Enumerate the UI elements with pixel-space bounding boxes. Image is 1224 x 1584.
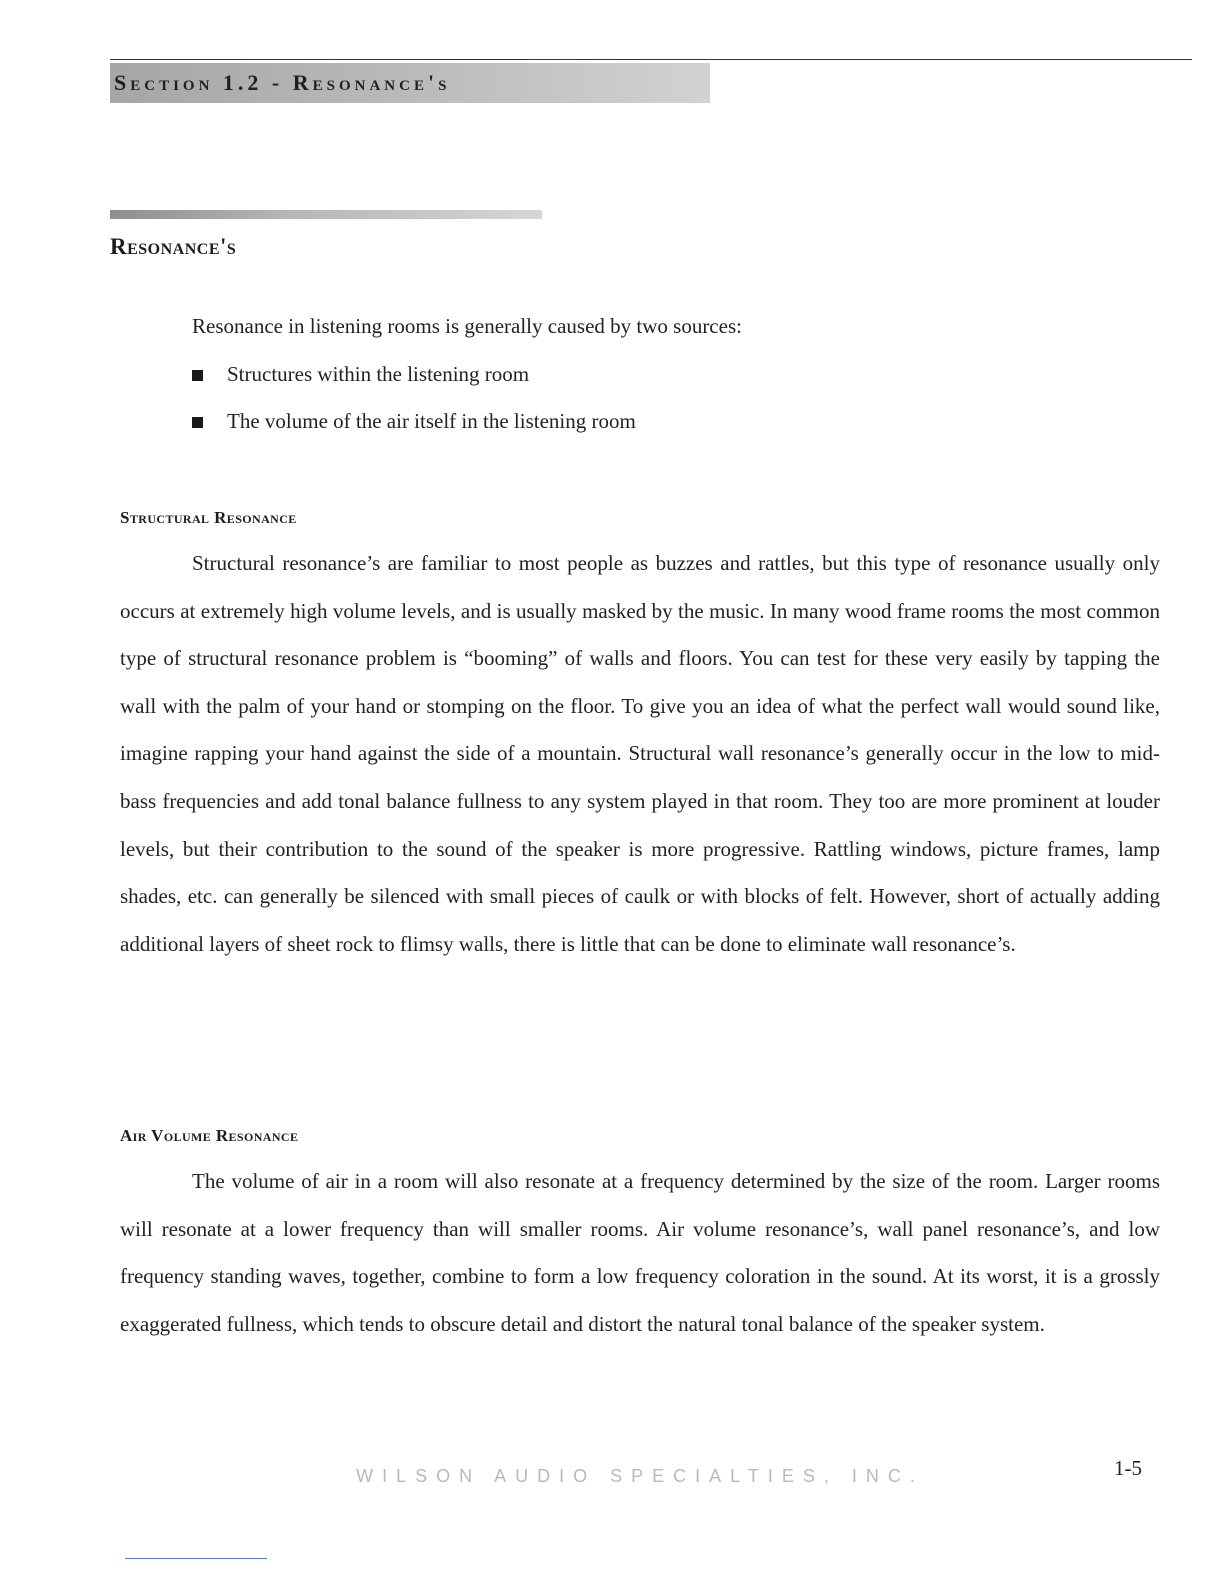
list-item-text: Structures within the listening room [227, 362, 530, 386]
footer-company: WILSON AUDIO SPECIALTIES, INC. [356, 1466, 924, 1486]
structural-heading: Structural Resonance [120, 508, 297, 527]
structural-paragraph: Structural resonance’s are familiar to most people as buzzes and rattles, but this type of resonance usually only occurs at extremely high volume levels, and is usually masked by the music. In many wood frame rooms the most common type of structural resonance problem is “booming” of walls and floors. You can test for these very easily by tapping the wall with the palm of your hand or stomping on the floor. To give you an idea of what the perfect wall would sound like, imagine rapping your hand against the side of a mountain. Structural wall resonance’s generally occur in the low to mid-bass frequencies and add tonal balance fullness to any system played in that room. They too are more prominent at louder levels, but their contribution to the sound of the speaker is more progressive. Rattling windows, picture frames, lamp shades, etc. can generally be silenced with small pieces of caulk or with blocks of felt. However, short of actually adding additional layers of sheet rock to flimsy walls, there is little that can be done to eliminate wall resonance’s. [120, 551, 1160, 956]
air-volume-heading: Air Volume Resonance [120, 1126, 299, 1145]
page-heading: Resonance's [110, 234, 237, 259]
square-bullet-icon [192, 370, 203, 381]
square-bullet-icon [192, 417, 203, 428]
heading-decor-bar [110, 210, 542, 219]
source-list [192, 362, 636, 456]
bottom-rule [125, 1558, 267, 1559]
air-volume-paragraph: The volume of air in a room will also resonate at a frequency determined by the size of the room. Larger rooms will resonate at a lower frequency than will smaller rooms. Air volume resonance’s, wall panel resonance’s, and low frequency standing waves, together, combine to form a low frequency coloration in the sound. At its worst, it is a grossly exaggerated fullness, which tends to obscure detail and distort the natural tonal balance of the speaker system. [120, 1169, 1160, 1336]
list-item-text: The volume of the air itself in the listening room [227, 409, 636, 433]
section-banner [110, 63, 710, 103]
page-number: 1-5 [1114, 1456, 1142, 1480]
intro-text: Resonance in listening rooms is generally caused by two sources: [192, 314, 742, 338]
list-item [192, 409, 636, 456]
section-title: Section 1.2 - Resonance's [114, 70, 451, 95]
list-item [192, 362, 636, 409]
header-rule [110, 59, 1192, 60]
